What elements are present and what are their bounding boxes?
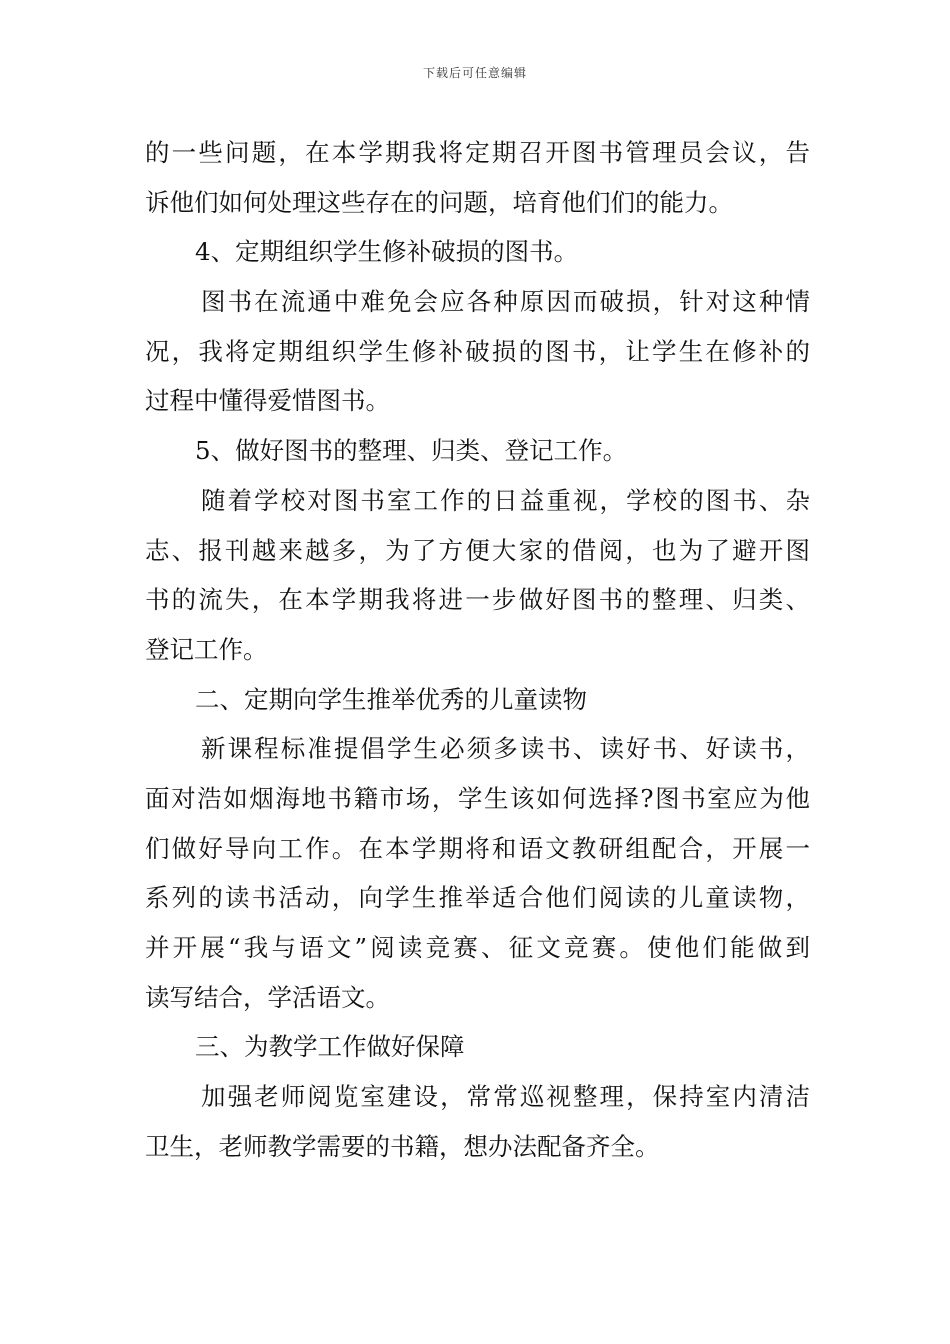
text-line: 况，我将定期组织学生修补破损的图书，让学生在修补的 — [145, 336, 810, 366]
text-line: 系列的读书活动，向学生推举适合他们阅读的儿童读物， — [145, 883, 810, 913]
text-line: 的一些问题，在本学期我将定期召开图书管理员会议，告 — [145, 138, 810, 167]
text-line: 图书在流通中难免会应各种原因而破损，针对这种情 — [201, 287, 810, 317]
text-line: 志、报刊越来越多，为了方便大家的借阅，也为了避开图 — [145, 535, 810, 565]
text-line: 5、做好图书的整理、归类、登记工作。 — [195, 436, 628, 466]
text-line: 读写结合，学活语文。 — [145, 982, 390, 1012]
document-body — [145, 128, 810, 1171]
text-line: 诉他们如何处理这些存在的问题，培育他们们的能力。 — [145, 187, 733, 217]
text-line: 卫生，老师教学需要的书籍，想办法配备齐全。 — [145, 1131, 660, 1161]
text-line: 登记工作。 — [145, 634, 268, 664]
page-header: 下载后可任意编辑 — [422, 66, 527, 80]
text-line: 三、为教学工作做好保障 — [195, 1032, 465, 1062]
text-line: 4、定期组织学生修补破损的图书。 — [195, 237, 579, 267]
text-line: 们做好导向工作。在本学期将和语文教研组配合，开展一 — [145, 833, 810, 863]
text-line: 随着学校对图书室工作的日益重视，学校的图书、杂 — [201, 485, 810, 515]
text-line: 加强老师阅览室建设，常常巡视整理，保持室内清洁 — [201, 1082, 810, 1112]
text-line: 面对浩如烟海地书籍市场，学生该如何选择?图书室应为他 — [145, 783, 810, 813]
text-line: 二、定期向学生推举优秀的儿童读物 — [195, 684, 587, 714]
text-line: 新课程标准提倡学生必须多读书、读好书、好读书， — [201, 734, 810, 764]
text-line: 书的流失，在本学期我将进一步做好图书的整理、归类、 — [145, 585, 810, 615]
text-line: 并开展“我与语文”阅读竞赛、征文竞赛。使他们能做到 — [145, 933, 810, 962]
text-line: 过程中懂得爱惜图书。 — [145, 386, 390, 416]
